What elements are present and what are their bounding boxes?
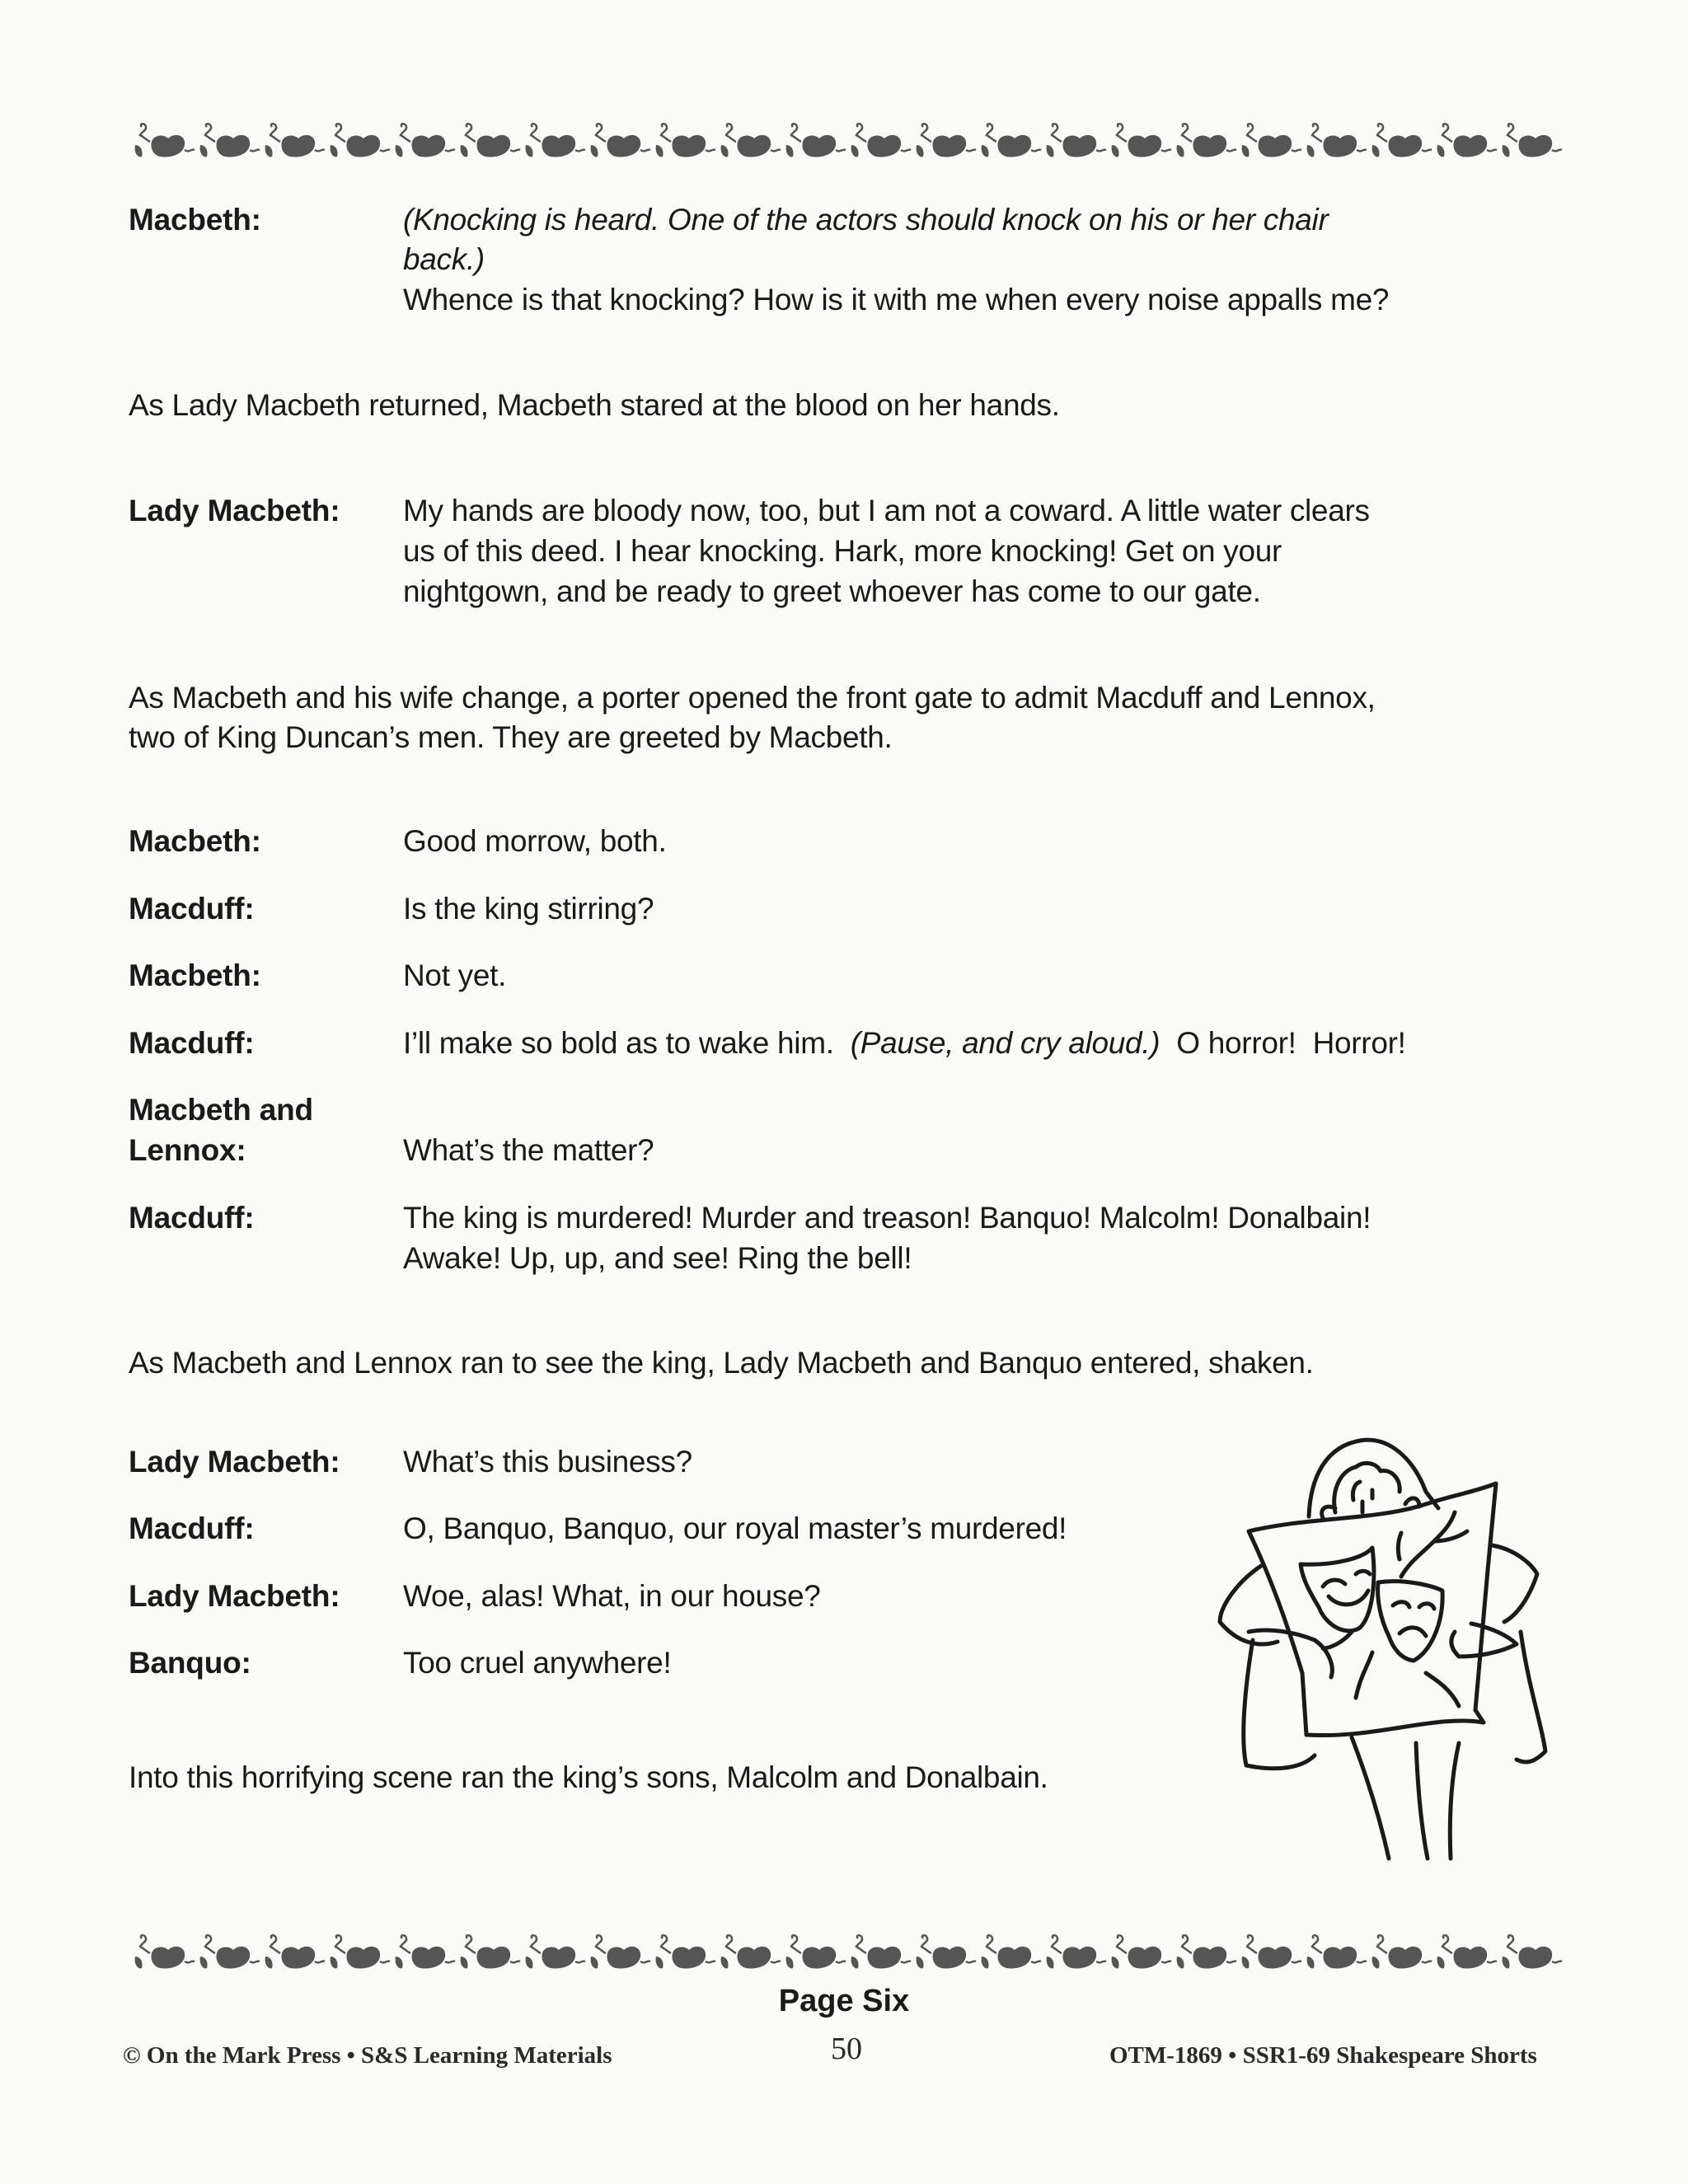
narration: As Macbeth and Lennox ran to see the king, Lady Macbeth and Banquo entered, shaken.: [129, 1346, 1314, 1380]
narration: As Macbeth and his wife change, a porter opened the front gate to admit Macduff and Lennox,: [129, 681, 1376, 715]
page-number: 50: [831, 2032, 862, 2066]
speech-line: Woe, alas! What, in our house?: [403, 1579, 821, 1613]
heart-vine-icon: [1304, 120, 1369, 163]
speaker-label: Banquo:: [129, 1646, 251, 1680]
heart-vine-icon: [457, 120, 523, 163]
speaker-label: Macbeth:: [129, 824, 261, 858]
heart-vine-icon: [1043, 1932, 1109, 1975]
heart-vine-icon: [327, 1932, 392, 1975]
speaker-label: Macduff:: [129, 1511, 255, 1545]
page-title: Page Six: [778, 1984, 910, 2018]
speech-line: [403, 1023, 1406, 1063]
narration: Into this horrifying scene ran the king’s sons, Malcolm and Donalbain.: [129, 1760, 1048, 1794]
heart-vine-icon: [1499, 120, 1564, 163]
speech-line: What’s the matter?: [403, 1133, 654, 1167]
heart-vine-icon: [1434, 1932, 1499, 1975]
speech-line: Not yet.: [403, 958, 507, 992]
speaker-label: Lady Macbeth:: [129, 1579, 340, 1613]
speech-line: Too cruel anywhere!: [403, 1646, 672, 1680]
heart-vine-icon: [457, 1932, 523, 1975]
heart-vine-icon: [848, 1932, 913, 1975]
top-decorative-border: [132, 120, 1570, 163]
speaker-label: Macduff:: [129, 892, 255, 926]
heart-vine-icon: [262, 1932, 327, 1975]
speaker-label: Lady Macbeth:: [129, 494, 340, 527]
heart-vine-icon: [718, 1932, 783, 1975]
narration: As Lady Macbeth returned, Macbeth stared at the blood on her hands.: [129, 388, 1060, 422]
heart-vine-icon: [1499, 1932, 1564, 1975]
speech-text: I’ll make so bold as to wake him.: [403, 1026, 851, 1060]
heart-vine-icon: [913, 1932, 978, 1975]
speech-line: My hands are bloody now, too, but I am not a coward. A little water clears: [403, 494, 1370, 527]
speech-line: The king is murdered! Murder and treason! Banquo! Malcolm! Donalbain!: [403, 1201, 1372, 1235]
bottom-decorative-border: [132, 1932, 1570, 1975]
heart-vine-icon: [913, 120, 978, 163]
speaker-label: Macbeth and: [129, 1093, 313, 1127]
heart-vine-icon: [132, 1932, 197, 1975]
heart-vine-icon: [197, 1932, 262, 1975]
speech-line: What’s this business?: [403, 1445, 692, 1479]
comedy-tragedy-masks-icon: [1203, 1426, 1574, 1912]
speaker-label: Macbeth:: [129, 958, 261, 992]
heart-vine-icon: [197, 120, 262, 163]
heart-vine-icon: [588, 1932, 653, 1975]
heart-vine-icon: [1109, 1932, 1174, 1975]
heart-vine-icon: [848, 120, 913, 163]
heart-vine-icon: [262, 120, 327, 163]
speech-text: O horror! Horror!: [1160, 1026, 1406, 1060]
heart-vine-icon: [1174, 120, 1239, 163]
heart-vine-icon: [327, 120, 392, 163]
heart-vine-icon: [783, 120, 848, 163]
heart-vine-icon: [978, 120, 1043, 163]
speech-line: Awake! Up, up, and see! Ring the bell!: [403, 1241, 912, 1275]
speech-line: Good morrow, both.: [403, 824, 667, 858]
heart-vine-icon: [523, 1932, 588, 1975]
stage-direction: back.): [403, 242, 485, 276]
footer-product-code: OTM-1869 • SSR1-69 Shakespeare Shorts: [1109, 2042, 1537, 2069]
heart-vine-icon: [523, 120, 588, 163]
heart-vine-icon: [1369, 1932, 1434, 1975]
heart-vine-icon: [1304, 1932, 1369, 1975]
heart-vine-icon: [978, 1932, 1043, 1975]
heart-vine-icon: [1174, 1932, 1239, 1975]
speaker-label: Macduff:: [129, 1026, 255, 1060]
speech-line: Is the king stirring?: [403, 892, 654, 926]
heart-vine-icon: [1109, 120, 1174, 163]
heart-vine-icon: [1434, 120, 1499, 163]
heart-vine-icon: [588, 120, 653, 163]
narration: two of King Duncan’s men. They are greeted by Macbeth.: [129, 720, 893, 754]
heart-vine-icon: [653, 1932, 718, 1975]
heart-vine-icon: [1369, 120, 1434, 163]
speaker-label: Lennox:: [129, 1133, 246, 1167]
speech-line: us of this deed. I hear knocking. Hark, more knocking! Get on your: [403, 534, 1282, 568]
heart-vine-icon: [783, 1932, 848, 1975]
speaker-label: Macduff:: [129, 1201, 255, 1235]
stage-direction: (Pause, and cry aloud.): [850, 1026, 1160, 1060]
speaker-label: Lady Macbeth:: [129, 1445, 340, 1479]
heart-vine-icon: [1239, 1932, 1304, 1975]
heart-vine-icon: [653, 120, 718, 163]
heart-vine-icon: [1043, 120, 1109, 163]
footer-copyright: © On the Mark Press • S&S Learning Materials: [123, 2042, 612, 2069]
heart-vine-icon: [392, 120, 457, 163]
speech-line: nightgown, and be ready to greet whoever has come to our gate.: [403, 574, 1261, 608]
stage-direction: (Knocking is heard. One of the actors should knock on his or her chair: [403, 203, 1329, 237]
speech-line: O, Banquo, Banquo, our royal master’s murdered!: [403, 1511, 1067, 1545]
heart-vine-icon: [1239, 120, 1304, 163]
heart-vine-icon: [132, 120, 197, 163]
heart-vine-icon: [392, 1932, 457, 1975]
speaker-label: Macbeth:: [129, 203, 261, 237]
heart-vine-icon: [718, 120, 783, 163]
speech-line: Whence is that knocking? How is it with me when every noise appalls me?: [403, 283, 1390, 316]
